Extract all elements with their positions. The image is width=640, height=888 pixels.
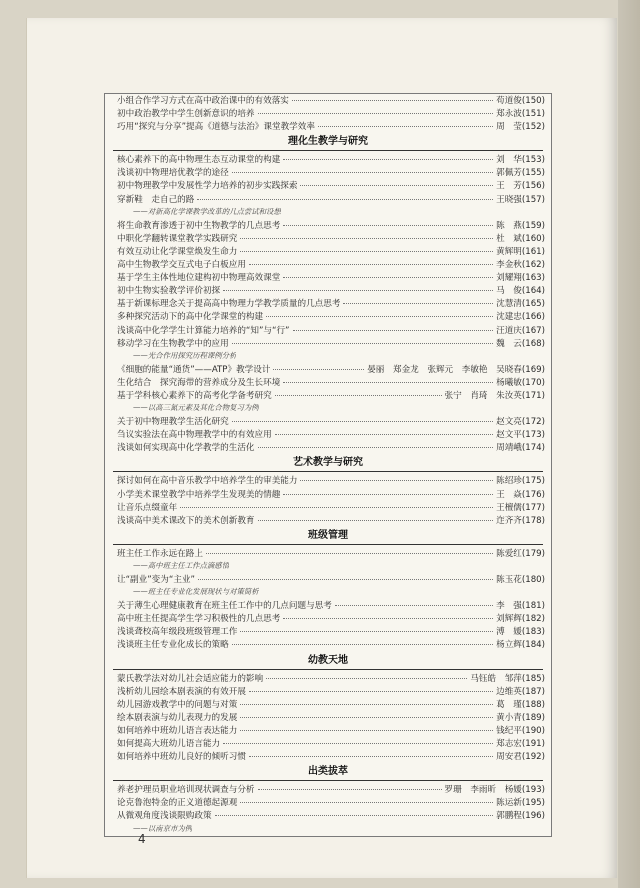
toc-leader-dots — [283, 494, 493, 495]
toc-entry-title: 将生命教育渗透于初中生物教学的几点思考 — [117, 220, 281, 231]
toc-entry-author-page: 黄小青(189) — [496, 712, 545, 723]
toc-entry-author-page: 王 芳(156) — [496, 181, 545, 192]
toc-leader-dots — [335, 605, 493, 606]
toc-entry-author-page: 溥 媛(183) — [496, 627, 545, 638]
toc-entry-title: 《细胞的能量“通货”——ATP》教学设计 — [117, 364, 271, 375]
toc-entry — [105, 737, 551, 750]
toc-entry — [105, 599, 551, 612]
toc-entry-title: 巧用“探究与分享”提高《道德与法治》课堂教学效率 — [117, 122, 315, 133]
toc-entry-author-page: 刘耀翔(163) — [496, 273, 545, 284]
toc-entry-title: 高中生物教学交互式电子白板应用 — [117, 260, 246, 271]
toc-entry-title: 蒙氏教学法对幼儿社会适应能力的影响 — [117, 673, 264, 684]
toc-entry-title: ——班主任专业化发展现状与对策简析 — [133, 587, 259, 597]
toc-entry-author-page: 周安君(192) — [496, 752, 545, 763]
toc-entry — [105, 415, 551, 428]
toc-leader-dots — [292, 100, 493, 101]
toc-entry-author-page: 陈玉花(180) — [496, 575, 545, 585]
toc-entry-title: ——光合作用探究历程课例分析 — [133, 350, 237, 360]
toc-entry-title: 初中生物实验教学评价初探 — [117, 286, 221, 297]
toc-leader-dots — [258, 520, 494, 521]
toc-entry-author-page: 陈爱红(179) — [496, 548, 545, 559]
toc-entry — [105, 685, 551, 698]
toc-entry-author-page: 马 俊(164) — [496, 286, 545, 297]
toc-entry — [105, 672, 551, 685]
toc-section-heading: 班级管理 — [113, 527, 543, 545]
toc-entry-title: 探讨如何在高中音乐教学中培养学生的审美能力 — [117, 476, 298, 487]
toc-entry — [105, 501, 551, 514]
toc-entry-title: 小组合作学习方式在高中政治课中的有效落实 — [117, 96, 289, 106]
toc-entry-title: 让音乐点缀童年 — [117, 502, 178, 513]
toc-entry — [105, 698, 551, 711]
toc-entry-title: 如何培养中班幼儿良好的倾听习惯 — [117, 752, 246, 763]
toc-leader-dots — [258, 447, 494, 448]
toc-entry-title: 移动学习在生物教学中的应用 — [117, 338, 229, 349]
toc-entry — [105, 488, 551, 501]
toc-leader-dots — [232, 421, 493, 422]
toc-entry — [105, 107, 551, 120]
toc-entry — [105, 258, 551, 271]
toc-entry — [105, 514, 551, 527]
toc-entry-author-page: 黄辉明(161) — [496, 246, 545, 257]
toc-entry — [105, 310, 551, 323]
toc-entry-author-page: 杜 斌(160) — [496, 233, 545, 244]
toc-entry — [105, 153, 551, 166]
toc-leader-dots — [283, 277, 493, 278]
toc-entry-title: 幼儿园游戏教学中的问题与对策 — [117, 699, 238, 710]
toc-entry-author-page: 陈绍珍(175) — [496, 476, 545, 487]
toc-entry — [105, 376, 551, 389]
toc-entry-title: 浅谈初中物理培优教学的途径 — [117, 168, 229, 179]
toc-leader-dots — [223, 743, 493, 744]
toc-section-heading: 幼教天地 — [113, 652, 543, 670]
toc-entry — [105, 724, 551, 737]
toc-leader-dots — [240, 717, 493, 718]
toc-entry-title: 养老护理员职业培训现状调查与分析 — [117, 785, 255, 796]
toc-leader-dots — [240, 704, 493, 705]
toc-entry — [105, 711, 551, 724]
toc-entry-title: 浅谈高中美术课改下的美术创新教育 — [117, 515, 255, 526]
toc-leader-dots — [283, 159, 493, 160]
toc-entry — [105, 232, 551, 245]
toc-entry-author-page: 迮齐齐(178) — [496, 515, 545, 526]
toc-entry — [105, 179, 551, 192]
toc-entry — [105, 193, 551, 206]
toc-entry-author-page: 周靖峨(174) — [496, 443, 545, 454]
toc-leader-dots — [300, 480, 493, 481]
toc-entry — [105, 271, 551, 284]
toc-entry-title: ——以南京市为例 — [133, 823, 193, 833]
toc-entry — [105, 625, 551, 638]
toc-leader-dots — [180, 507, 493, 508]
toc-entry-title: ——高中班主任工作点滴感悟 — [133, 560, 230, 570]
toc-subtitle — [105, 402, 551, 415]
toc-entry-author-page: 沈建忠(166) — [496, 312, 545, 323]
toc-entry-title: 关于薄生心理健康教育在班主任工作中的几点问题与思考 — [117, 601, 332, 612]
toc-section-heading: 艺术教学与研究 — [113, 454, 543, 472]
toc-leader-dots — [232, 343, 493, 344]
toc-entry-author-page: 刘 华(153) — [496, 155, 545, 166]
toc-leader-dots — [249, 756, 493, 757]
toc-entry-author-page: 边维英(187) — [496, 686, 545, 697]
toc-section-heading: 理化生教学与研究 — [113, 133, 543, 151]
toc-leader-dots — [240, 238, 493, 239]
toc-leader-dots — [240, 802, 493, 803]
page-number: 4 — [138, 832, 146, 846]
toc-leader-dots — [343, 303, 493, 304]
toc-entry-title: 初中政治教学中学生创新意识的培养 — [117, 109, 255, 120]
toc-leader-dots — [249, 691, 493, 692]
toc-subtitle — [105, 560, 551, 573]
toc-entry-title: 让“副业”变为“主业” — [117, 575, 195, 585]
toc-leader-dots — [206, 553, 493, 554]
toc-section-heading: 出类拔萃 — [113, 763, 543, 781]
toc-entry-title: 关于初中物理教学生活化研究 — [117, 417, 229, 428]
toc-entry — [105, 284, 551, 297]
toc-entry-title: 如何培养中班幼儿语言表达能力 — [117, 725, 238, 736]
toc-leader-dots — [275, 395, 442, 396]
toc-entry — [105, 547, 551, 560]
toc-entry-title: 中职化学翻转课堂教学实践研究 — [117, 233, 238, 244]
toc-entry-title: 从微观角度浅谈限购政策 — [117, 811, 212, 822]
toc-entry-title: 穿新鞋 走自己的路 — [117, 194, 195, 205]
toc-entry-title: 论克鲁泡特金的正义道德起源观 — [117, 798, 238, 809]
toc-entry-title: 浅谈聋校高年级段班级管理工作 — [117, 627, 238, 638]
toc-entry — [105, 796, 551, 809]
toc-leader-dots — [266, 316, 493, 317]
toc-entry-title: 刍议实验法在高中物理教学中的有效应用 — [117, 430, 272, 441]
toc-entry — [105, 783, 551, 796]
toc-entry — [105, 638, 551, 651]
toc-entry — [105, 297, 551, 310]
toc-entry-author-page: 张宁 肖琦 朱汝英(171) — [444, 390, 545, 401]
toc-leader-dots — [273, 369, 364, 370]
toc-entry — [105, 474, 551, 487]
toc-leader-dots — [293, 330, 494, 331]
toc-leader-dots — [249, 264, 493, 265]
toc-entry-title: 核心素养下的高中物理生态互动课堂的构建 — [117, 155, 281, 166]
toc-entry-title: 浅谈班主任专业化成长的策略 — [117, 640, 229, 651]
toc-entry-author-page: 郑永波(151) — [496, 109, 545, 120]
toc-entry — [105, 245, 551, 258]
toc-entry-title: 班主任工作永远在路上 — [117, 548, 203, 559]
toc-leader-dots — [283, 618, 493, 619]
toc-entry — [105, 441, 551, 454]
toc-entry-author-page: 罗珊 李雨昕 杨媛(193) — [444, 785, 545, 796]
toc-leader-dots — [240, 251, 493, 252]
toc-entry — [105, 219, 551, 232]
toc-entry-author-page: 沈慧清(165) — [496, 299, 545, 310]
toc-entry-author-page: 马钰皓 邹萍(185) — [470, 673, 545, 684]
toc-leader-dots — [223, 290, 493, 291]
toc-entry-title: 小学美术课堂教学中培养学生发现美的情趣 — [117, 489, 281, 500]
toc-entry-author-page: 魏 云(168) — [496, 338, 545, 349]
toc-entry-title: 基于学科核心素养下的高考化学备考研究 — [117, 390, 272, 401]
toc-entry — [105, 337, 551, 350]
toc-entry-author-page: 郭鹏程(196) — [496, 811, 545, 822]
toc-entry-author-page: 王檀儒(177) — [496, 502, 545, 513]
toc-entry-author-page: 杨曦敏(170) — [496, 377, 545, 388]
toc-entry-title: 高中班主任提高学生学习积极性的几点思考 — [117, 614, 281, 625]
toc-entry-author-page: 郭佩芳(155) — [496, 168, 545, 179]
toc-leader-dots — [318, 126, 493, 127]
toc-entry — [105, 389, 551, 402]
toc-entry — [105, 750, 551, 763]
toc-entry-title: 多种探究活动下的高中化学课堂的构建 — [117, 312, 264, 323]
toc-entry-author-page: 晏丽 郑金龙 张辉元 李敏艳 吴晓春(169) — [367, 364, 545, 375]
toc-entry-author-page: 杨立辉(184) — [496, 640, 545, 651]
toc-entry-title: 浅析幼儿园绘本剧表演的有效开展 — [117, 686, 246, 697]
toc-entry-author-page: 李金秋(162) — [496, 260, 545, 271]
toc-leader-dots — [240, 631, 493, 632]
toc-entry — [105, 573, 551, 586]
toc-entry — [105, 324, 551, 337]
toc-entry-title: 生化结合 探究海带的营养成分及生长环境 — [117, 377, 281, 388]
table-of-contents — [104, 93, 552, 837]
toc-entry-title: ——以高三氮元素及其化合物复习为例 — [133, 403, 259, 413]
toc-entry-title: 有效互动让化学课堂焕发生命力 — [117, 246, 238, 257]
toc-entry-author-page: 赵文平(173) — [496, 430, 545, 441]
toc-entry-title: ——对新高化学课教学改革的几点尝试和设想 — [133, 206, 281, 216]
toc-leader-dots — [258, 789, 442, 790]
toc-entry-author-page: 葛 瑾(188) — [496, 699, 545, 710]
toc-entry-title: 基于新课标理念关于提高高中物理力学教学质量的几点思考 — [117, 299, 341, 310]
toc-leader-dots — [198, 579, 493, 580]
toc-leader-dots — [300, 185, 493, 186]
toc-leader-dots — [232, 172, 493, 173]
toc-entry — [105, 363, 551, 376]
toc-entry-author-page: 李 强(181) — [496, 601, 545, 612]
toc-entry — [105, 166, 551, 179]
toc-entry-author-page: 王 焱(176) — [496, 489, 545, 500]
toc-entry-author-page: 刘辉辉(182) — [496, 614, 545, 625]
toc-leader-dots — [240, 730, 493, 731]
toc-entry-title: 基于学生主体性地位建构初中物理高效课堂 — [117, 273, 281, 284]
toc-leader-dots — [232, 644, 493, 645]
toc-entry-title: 浅谈高中化学学生计算能力培养的“知”与“行” — [117, 325, 290, 336]
toc-subtitle — [105, 823, 551, 836]
toc-entry-author-page: 陈 燕(159) — [496, 220, 545, 231]
toc-entry — [105, 612, 551, 625]
toc-entry-author-page: 汪道庆(167) — [496, 325, 545, 336]
toc-subtitle — [105, 586, 551, 599]
toc-entry-author-page: 郑志宏(191) — [496, 739, 545, 750]
toc-subtitle — [105, 350, 551, 363]
toc-entry-title: 初中物理教学中发展性学力培养的初步实践探索 — [117, 181, 298, 192]
toc-leader-dots — [258, 113, 494, 114]
toc-leader-dots — [215, 815, 494, 816]
toc-entry — [105, 120, 551, 133]
toc-entry-title: 浅谈如何实现高中化学教学的生活化 — [117, 443, 255, 454]
toc-entry — [105, 809, 551, 822]
toc-entry-title: 绘本剧表演与幼儿表现力的发展 — [117, 712, 238, 723]
toc-leader-dots — [197, 199, 493, 200]
toc-leader-dots — [266, 678, 467, 679]
toc-entry — [105, 428, 551, 441]
toc-leader-dots — [283, 382, 493, 383]
page-edge — [618, 0, 640, 888]
toc-entry — [105, 94, 551, 107]
toc-entry-author-page: 苟道俊(150) — [496, 96, 545, 106]
toc-entry-author-page: 赵文亮(172) — [496, 417, 545, 428]
toc-leader-dots — [275, 434, 493, 435]
toc-entry-title: 如何提高大班幼儿语言能力 — [117, 739, 221, 750]
toc-entry-author-page: 钱纪平(190) — [496, 725, 545, 736]
toc-entry-author-page: 周 莹(152) — [496, 122, 545, 133]
toc-entry-author-page: 王晓强(157) — [496, 194, 545, 205]
toc-entry-author-page: 陈运新(195) — [496, 798, 545, 809]
toc-leader-dots — [283, 225, 493, 226]
toc-subtitle — [105, 206, 551, 219]
